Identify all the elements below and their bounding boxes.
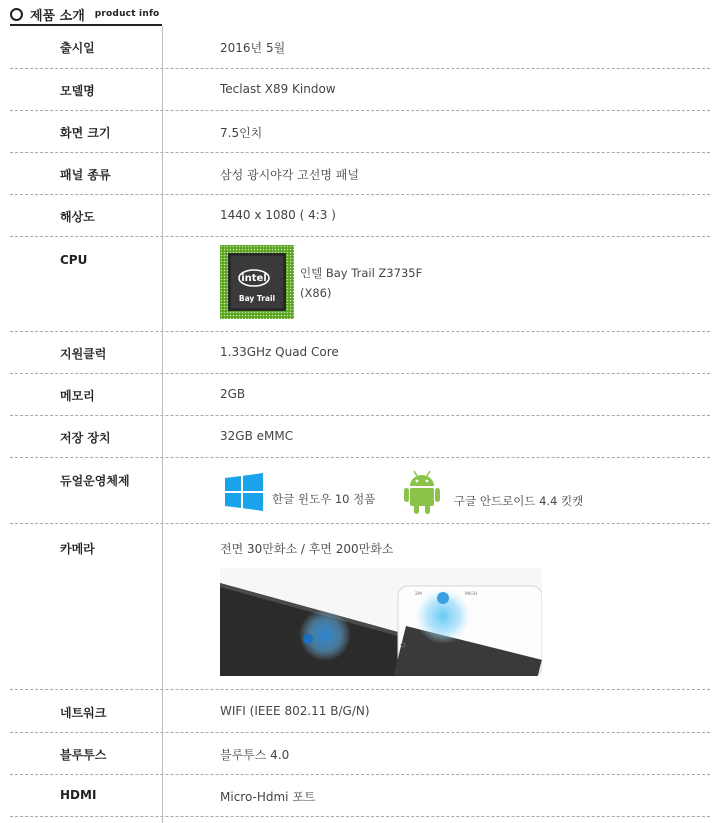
spec-row-screen-size <box>10 111 710 153</box>
spec-value: Micro-Hdmi 포트 <box>220 790 316 804</box>
photo-mark-left: 2M <box>415 592 422 597</box>
spec-label: CPU <box>60 253 88 267</box>
spec-label: 블루투스 <box>60 748 107 762</box>
android-os-label: 구글 안드로이드 4.4 킷캣 <box>454 494 584 508</box>
spec-label: 해상도 <box>60 210 95 224</box>
spec-label: 듀얼운영체제 <box>60 474 130 488</box>
spec-value: 1440 x 1080 ( 4:3 ) <box>220 208 336 222</box>
spec-value: 블루투스 4.0 <box>220 748 290 762</box>
spec-label: 모델명 <box>60 84 95 98</box>
spec-value: 7.5인치 <box>220 126 263 140</box>
spec-row-resolution <box>10 195 710 237</box>
spec-row-storage <box>10 416 710 458</box>
chip-model: Bay Trail <box>238 294 276 303</box>
spec-row-cpu <box>10 237 710 332</box>
spec-row-memory <box>10 374 710 416</box>
section-subtitle: product info <box>94 9 160 19</box>
spec-value: 32GB eMMC <box>220 429 294 443</box>
spec-row-panel-type <box>10 153 710 195</box>
spec-value: 1.33GHz Quad Core <box>220 345 339 359</box>
windows-os-label: 한글 윈도우 10 정품 <box>272 492 376 506</box>
section-title: 제품 소개 <box>30 8 85 24</box>
cpu-arch: (X86) <box>300 286 332 300</box>
intel-chip-icon <box>220 245 294 319</box>
spec-label: 메모리 <box>60 389 95 403</box>
chip-brand: intel <box>241 273 267 284</box>
spec-row-clock <box>10 332 710 374</box>
spec-row-bluetooth <box>10 733 710 775</box>
spec-label: 화면 크기 <box>60 126 111 140</box>
cpu-description <box>300 263 422 303</box>
android-os-item <box>402 468 583 516</box>
spec-label: 패널 종류 <box>60 168 111 182</box>
spec-row-camera <box>10 524 710 690</box>
spec-label: 지원클럭 <box>60 347 107 361</box>
spec-label: 출시일 <box>60 41 95 55</box>
section-header <box>10 3 159 25</box>
spec-label: HDMI <box>60 788 97 802</box>
spec-row-model <box>10 69 710 111</box>
camera-photo <box>220 568 542 676</box>
windows-logo-icon <box>224 472 264 512</box>
spec-label: 카메라 <box>60 542 95 556</box>
spec-value: 삼성 광시야각 고선명 패널 <box>220 168 359 182</box>
spec-label: 네트워크 <box>60 706 107 720</box>
windows-os-item <box>224 472 375 512</box>
cpu-name: 인텔 Bay Trail Z3735F <box>300 266 423 280</box>
android-robot-icon <box>402 468 442 516</box>
spec-value: WIFI (IEEE 802.11 B/G/N) <box>220 704 370 718</box>
spec-value: 2GB <box>220 387 246 401</box>
spec-label: 저장 장치 <box>60 431 111 445</box>
spec-row-dual-os <box>10 458 710 524</box>
spec-value: 2016년 5월 <box>220 41 286 55</box>
spec-row-release-date <box>10 26 710 69</box>
spec-value: 전면 30만화소 / 후면 200만화소 <box>220 542 394 556</box>
photo-mark-right: MIGH <box>465 592 478 597</box>
spec-value: Teclast X89 Kindow <box>220 82 336 96</box>
circle-bullet-icon <box>10 8 23 21</box>
spec-row-network <box>10 690 710 733</box>
spec-row-hdmi <box>10 775 710 817</box>
